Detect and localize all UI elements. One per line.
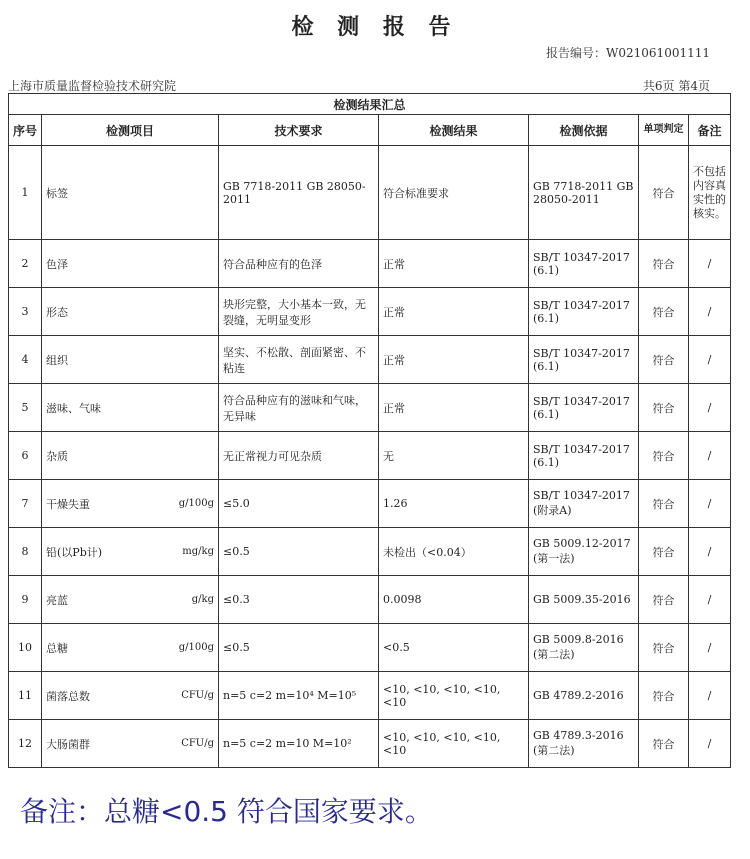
result: 正常 [379, 240, 529, 288]
row-number: 7 [9, 480, 42, 528]
table-row [9, 480, 731, 528]
requirement: 符合品种应有的滋味和气味，无异味 [219, 384, 379, 432]
remark: / [689, 288, 731, 336]
requirement: ≤5.0 [219, 480, 379, 528]
verdict: 符合 [639, 480, 689, 528]
report-number: 报告编号：W021061001111 [546, 46, 710, 60]
test-item: 大肠菌群 [46, 737, 90, 751]
result: <10, <10, <10, <10, <10 [379, 672, 529, 720]
table-row [9, 720, 731, 768]
row-number: 9 [9, 576, 42, 624]
test-item-cell [42, 720, 219, 768]
remark: / [689, 528, 731, 576]
test-basis: GB 5009.35-2016 [529, 576, 639, 624]
verdict: 符合 [639, 576, 689, 624]
footer-note: 备注：总糖<0.5 符合国家要求。 [20, 795, 433, 828]
col-header-requirement: 技术要求 [219, 115, 379, 146]
test-item: 色泽 [46, 257, 68, 271]
requirement: n=5 c=2 m=10 M=10² [219, 720, 379, 768]
test-unit: mg/kg [182, 546, 214, 557]
row-number: 3 [9, 288, 42, 336]
result: <10, <10, <10, <10, <10 [379, 720, 529, 768]
test-item-cell [42, 288, 219, 336]
requirement: 无正常视力可见杂质 [219, 432, 379, 480]
table-row [9, 384, 731, 432]
requirement: ≤0.5 [219, 528, 379, 576]
test-item-cell [42, 240, 219, 288]
test-basis: GB 4789.3-2016 (第二法) [529, 720, 639, 768]
table-row [9, 288, 731, 336]
test-basis: SB/T 10347-2017 (附录A) [529, 480, 639, 528]
verdict: 符合 [639, 288, 689, 336]
remark: / [689, 720, 731, 768]
result: 正常 [379, 384, 529, 432]
test-unit: CFU/g [181, 738, 214, 749]
test-basis: SB/T 10347-2017 (6.1) [529, 384, 639, 432]
test-item: 干燥失重 [46, 497, 90, 511]
result: 符合标准要求 [379, 146, 529, 240]
remark: / [689, 336, 731, 384]
remark: / [689, 624, 731, 672]
col-header-basis: 检测依据 [529, 115, 639, 146]
test-unit: g/kg [191, 594, 214, 605]
remark: / [689, 432, 731, 480]
verdict: 符合 [639, 432, 689, 480]
table-row [9, 672, 731, 720]
table-row [9, 336, 731, 384]
result: 正常 [379, 336, 529, 384]
col-header-note: 备注 [689, 115, 731, 146]
results-table [8, 93, 731, 768]
remark: / [689, 384, 731, 432]
summary-title: 检测结果汇总 [9, 94, 731, 115]
test-basis: GB 5009.8-2016 (第二法) [529, 624, 639, 672]
test-item: 亮蓝 [46, 593, 68, 607]
result: 未检出（<0.04） [379, 528, 529, 576]
test-basis: GB 7718-2011 GB 28050-2011 [529, 146, 639, 240]
col-header-verdict: 单项判定 [639, 115, 689, 146]
table-row [9, 624, 731, 672]
requirement: GB 7718-2011 GB 28050-2011 [219, 146, 379, 240]
verdict: 符合 [639, 672, 689, 720]
verdict: 符合 [639, 146, 689, 240]
remark: / [689, 576, 731, 624]
requirement: 坚实、不松散、剖面紧密、不粘连 [219, 336, 379, 384]
test-item-cell [42, 432, 219, 480]
verdict: 符合 [639, 240, 689, 288]
verdict: 符合 [639, 528, 689, 576]
requirement: 符合品种应有的色泽 [219, 240, 379, 288]
verdict: 符合 [639, 720, 689, 768]
test-item: 滋味、气味 [46, 401, 101, 415]
table-row [9, 528, 731, 576]
remark: / [689, 480, 731, 528]
test-item-cell [42, 146, 219, 240]
requirement: n=5 c=2 m=10⁴ M=10⁵ [219, 672, 379, 720]
result: <0.5 [379, 624, 529, 672]
test-basis: SB/T 10347-2017 (6.1) [529, 288, 639, 336]
test-item: 铅(以Pb计) [46, 545, 103, 559]
test-basis: GB 5009.12-2017 (第一法) [529, 528, 639, 576]
report-title: 检 测 报 告 [291, 15, 459, 40]
row-number: 6 [9, 432, 42, 480]
row-number: 5 [9, 384, 42, 432]
col-header-no: 序号 [9, 115, 42, 146]
result: 无 [379, 432, 529, 480]
test-item: 标签 [46, 186, 68, 200]
result: 正常 [379, 288, 529, 336]
organization-name: 上海市质量监督检验技术研究院 [8, 79, 177, 93]
test-unit: g/100g [178, 498, 214, 509]
result: 1.26 [379, 480, 529, 528]
test-item: 组织 [46, 353, 68, 367]
test-item-cell [42, 336, 219, 384]
remark: 不包括内容真实性的核实。 [689, 146, 731, 240]
row-number: 8 [9, 528, 42, 576]
table-row [9, 240, 731, 288]
test-unit: g/100g [178, 642, 214, 653]
remark: / [689, 672, 731, 720]
verdict: 符合 [639, 624, 689, 672]
test-unit: CFU/g [181, 690, 214, 701]
test-item-cell [42, 576, 219, 624]
row-number: 4 [9, 336, 42, 384]
col-header-item: 检测项目 [42, 115, 219, 146]
col-header-result: 检测结果 [379, 115, 529, 146]
row-number: 10 [9, 624, 42, 672]
row-number: 2 [9, 240, 42, 288]
test-basis: SB/T 10347-2017 (6.1) [529, 336, 639, 384]
table-row [9, 576, 731, 624]
test-item-cell [42, 384, 219, 432]
row-number: 12 [9, 720, 42, 768]
table-row [9, 432, 731, 480]
test-item-cell [42, 624, 219, 672]
page-indicator: 共6页 第4页 [642, 79, 710, 93]
test-basis: SB/T 10347-2017 (6.1) [529, 432, 639, 480]
verdict: 符合 [639, 384, 689, 432]
test-item-cell [42, 672, 219, 720]
test-item-cell [42, 480, 219, 528]
table-row [9, 146, 731, 240]
requirement: ≤0.3 [219, 576, 379, 624]
requirement: 块形完整，大小基本一致，无裂缝，无明显变形 [219, 288, 379, 336]
test-item: 杂质 [46, 449, 68, 463]
remark: / [689, 240, 731, 288]
test-item: 形态 [46, 305, 68, 319]
verdict: 符合 [639, 336, 689, 384]
test-item: 菌落总数 [46, 689, 90, 703]
result: 0.0098 [379, 576, 529, 624]
row-number: 1 [9, 146, 42, 240]
test-basis: SB/T 10347-2017 (6.1) [529, 240, 639, 288]
requirement: ≤0.5 [219, 624, 379, 672]
test-item-cell [42, 528, 219, 576]
test-item: 总糖 [46, 641, 68, 655]
test-basis: GB 4789.2-2016 [529, 672, 639, 720]
row-number: 11 [9, 672, 42, 720]
